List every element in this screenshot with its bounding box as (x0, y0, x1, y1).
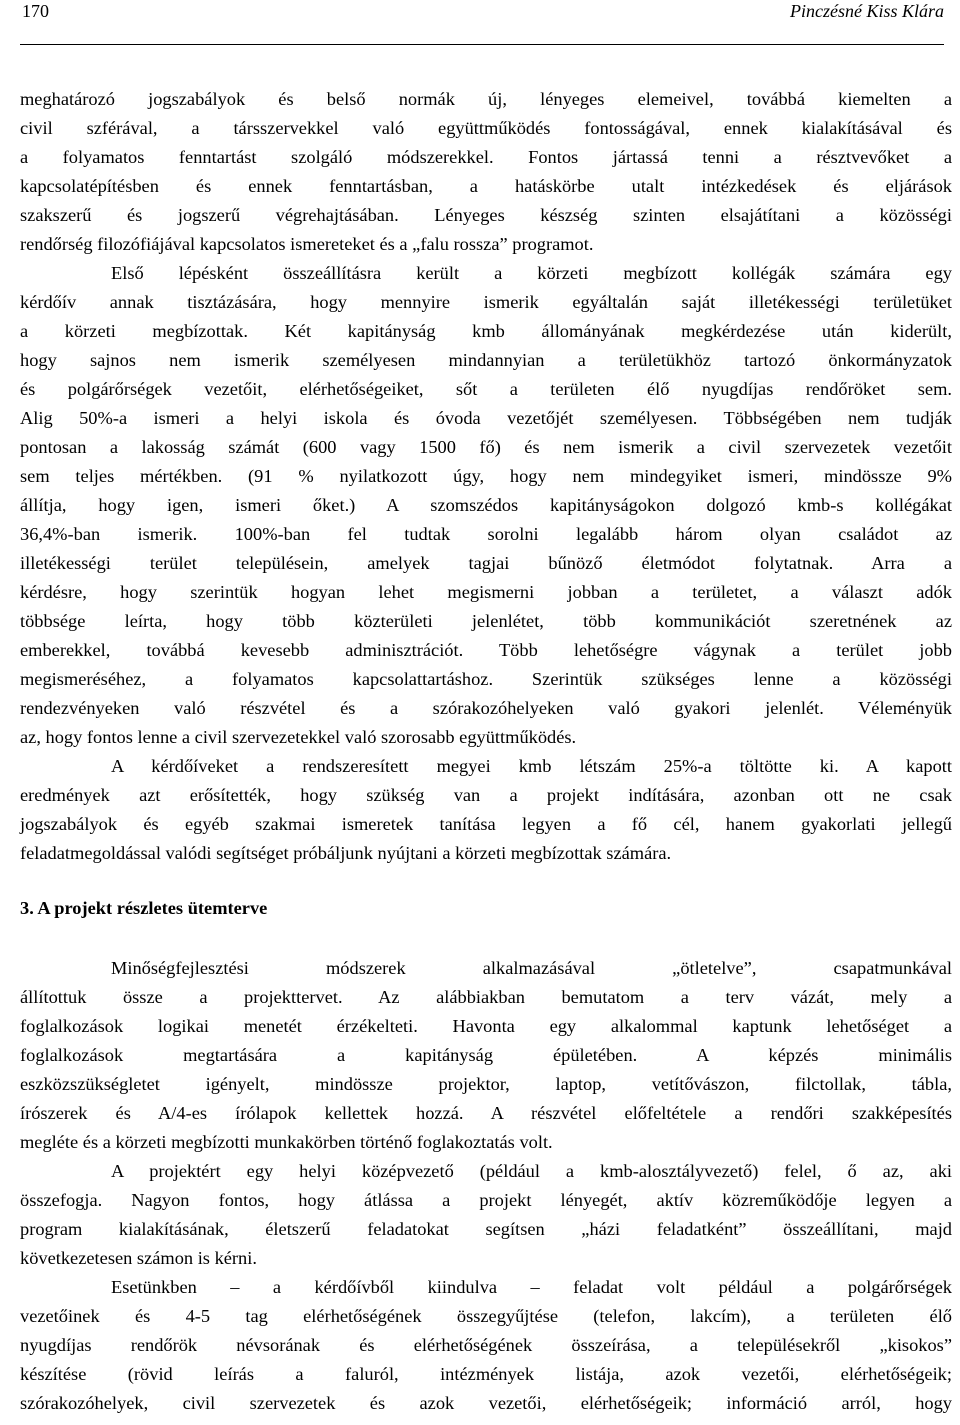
text-line: az, hogy fontos lenne a civil szervezetekkel való szorosabb együttműködés. (20, 727, 577, 747)
text-line: megismeréséhez, a folyamatos kapcsolattartáshoz. Szerintük szükséges lenne a közösségi (20, 669, 952, 689)
text-line: és polgárőrségek vezetőit, elérhetőségeiket, sőt a területen élő nyugdíjas rendőröket sem. (20, 379, 952, 399)
text-line: következetesen számon is kérni. (20, 1248, 257, 1268)
text-line: Első lépésként összeállításra került a körzeti megbízott kollégák számára egy (111, 263, 952, 283)
text-line: 36,4%-ban ismerik. 100%-ban fel tudtak sorolni legalább három olyan családot az (20, 524, 952, 544)
running-header (20, 0, 944, 45)
text-line: szórakozóhelyek, civil szervezetek és azok vezetői, elérhetőségeik; információ arról, hogy (20, 1393, 952, 1413)
section-heading: 3. A projekt részletes ütemterve (20, 898, 268, 918)
text-line: eredmények azt erősítették, hogy szükség van a projekt indítására, azonban ott ne csak (20, 785, 952, 805)
text-line: rendőrség filozófiájával kapcsolatos ismereteket és a „falu rossza” programot. (20, 234, 594, 254)
text-line: rendezvényeken való részvétel és a szórakozóhelyeken való gyakori jelenlét. Véleményük (20, 698, 952, 718)
text-line: hogy sajnos nem ismerik személyesen mindannyian a területükhöz tartozó önkormányzatok (20, 350, 952, 370)
text-line: A projektért egy helyi középvezető (például a kmb-alosztályvezető) felel, ő az, aki (111, 1161, 952, 1181)
text-line: a folyamatos fenntartást szolgáló módszerekkel. Fontos jártassá tenni a résztvevőket a (20, 147, 952, 167)
text-line: összefogja. Nagyon fontos, hogy átlássa a projekt lényegét, aktív közreműködője legyen a (20, 1190, 952, 1210)
text-line: pontosan a lakosság számát (600 vagy 1500 fő) és nem ismerik a civil szervezetek vezetőit (20, 437, 952, 457)
text-line: emberekkel, továbbá kevesebb adminisztrációt. Több lehetőségre vágynak a terület jobb (20, 640, 952, 660)
text-line: civil szférával, a társszervekkel való együttműködés fontosságával, ennek kialakításával és (20, 118, 952, 138)
text-line: A kérdőíveket a rendszeresített megyei kmb létszám 25%-a töltötte ki. A kapott (111, 756, 952, 776)
text-line: illetékességi terület településein, amelyek tagjai bűnöző életmódot folytatnak. Arra a (20, 553, 952, 573)
text-line: vezetőinek és 4-5 tag elérhetőségének összegyűjtése (telefon, lakcím), a területen élő (20, 1306, 952, 1326)
text-line: kapcsolatépítésben és ennek fenntartásban, a hatáskörbe utalt intézkedések és eljárások (20, 176, 952, 196)
text-line: a körzeti megbízottak. Két kapitányság kmb állományának megkérdezése után kiderült, (20, 321, 952, 341)
text-line: többsége leírta, hogy több közterületi jelenlétet, több kommunikációt szeretnének az (20, 611, 952, 631)
text-line: eszközszükségletet igényelt, mindössze projektor, laptop, vetítővászon, filctollak, tábla, (20, 1074, 952, 1094)
text-line: készítése (rövid leírás a faluról, intézmények listája, azok vezetői, elérhetőségeik; (20, 1364, 952, 1384)
text-line: nyugdíjas rendőrök névsorának és elérhetőségének összeírása, a településekről „kisokos” (20, 1335, 952, 1355)
document-body (20, 85, 952, 1418)
text-line: Alig 50%-a ismeri a helyi iskola és óvoda vezetőjét személyesen. Többségében nem tudják (20, 408, 952, 428)
text-line: meghatározó jogszabályok és belső normák új, lényeges elemeivel, továbbá kiemelten a (20, 89, 952, 109)
running-author: Pinczésné Kiss Klára (789, 1, 944, 21)
text-line: állítottuk össze a projekttervet. Az alábbiakban bemutatom a terv vázát, mely a (20, 987, 952, 1007)
text-line: állítja, hogy igen, ismeri őket.) A szomszédos kapitányságokon dolgozó kmb-s kollégákat (20, 495, 952, 515)
text-line: Esetünkben – a kérdőívből kiindulva – feladat volt például a polgárőrségek (111, 1277, 952, 1297)
page-number: 170 (22, 1, 49, 21)
text-line: megléte és a körzeti megbízotti munkakörben történő foglakoztatás volt. (20, 1132, 553, 1152)
text-line: foglalkozások megtartására a kapitányság épületében. A képzés minimális (20, 1045, 952, 1065)
text-line: foglalkozások logikai menetét érzékelteti. Havonta egy alkalommal kaptunk lehetőséget a (20, 1016, 952, 1036)
text-line: Minőségfejlesztési módszerek alkalmazásával „ötletelve”, csapatmunkával (111, 958, 952, 978)
text-line: kérdőív annak tisztázására, hogy mennyire ismerik egyáltalán saját illetékességi területüket (20, 292, 952, 312)
text-line: jogszabályok és egyéb szakmai ismeretek tanítása legyen a fő cél, hanem gyakorlati jellegű (20, 814, 952, 834)
text-line: sem teljes mértékben. (91 % nyilatkozott úgy, hogy nem mindegyiket ismeri, mindössze 9% (20, 466, 952, 486)
text-line: írószerek és A/4-es írólapok kellettek hozzá. A részvétel előfeltétele a rendőri szakképesítés (20, 1103, 952, 1123)
text-line: kérdésre, hogy szerintük hogyan lehet megismerni jobban a területet, a választ adók (20, 582, 952, 602)
text-line: szakszerű és jogszerű végrehajtásában. Lényeges készség szinten elsajátítani a közösségi (20, 205, 952, 225)
text-line: program kialakításának, életszerű feladatokat segítsen „házi feladatként” összeállítani, majd (20, 1219, 952, 1239)
text-line: feladatmegoldással valódi segítséget próbáljunk nyújtani a körzeti megbízottak számára. (20, 843, 672, 863)
